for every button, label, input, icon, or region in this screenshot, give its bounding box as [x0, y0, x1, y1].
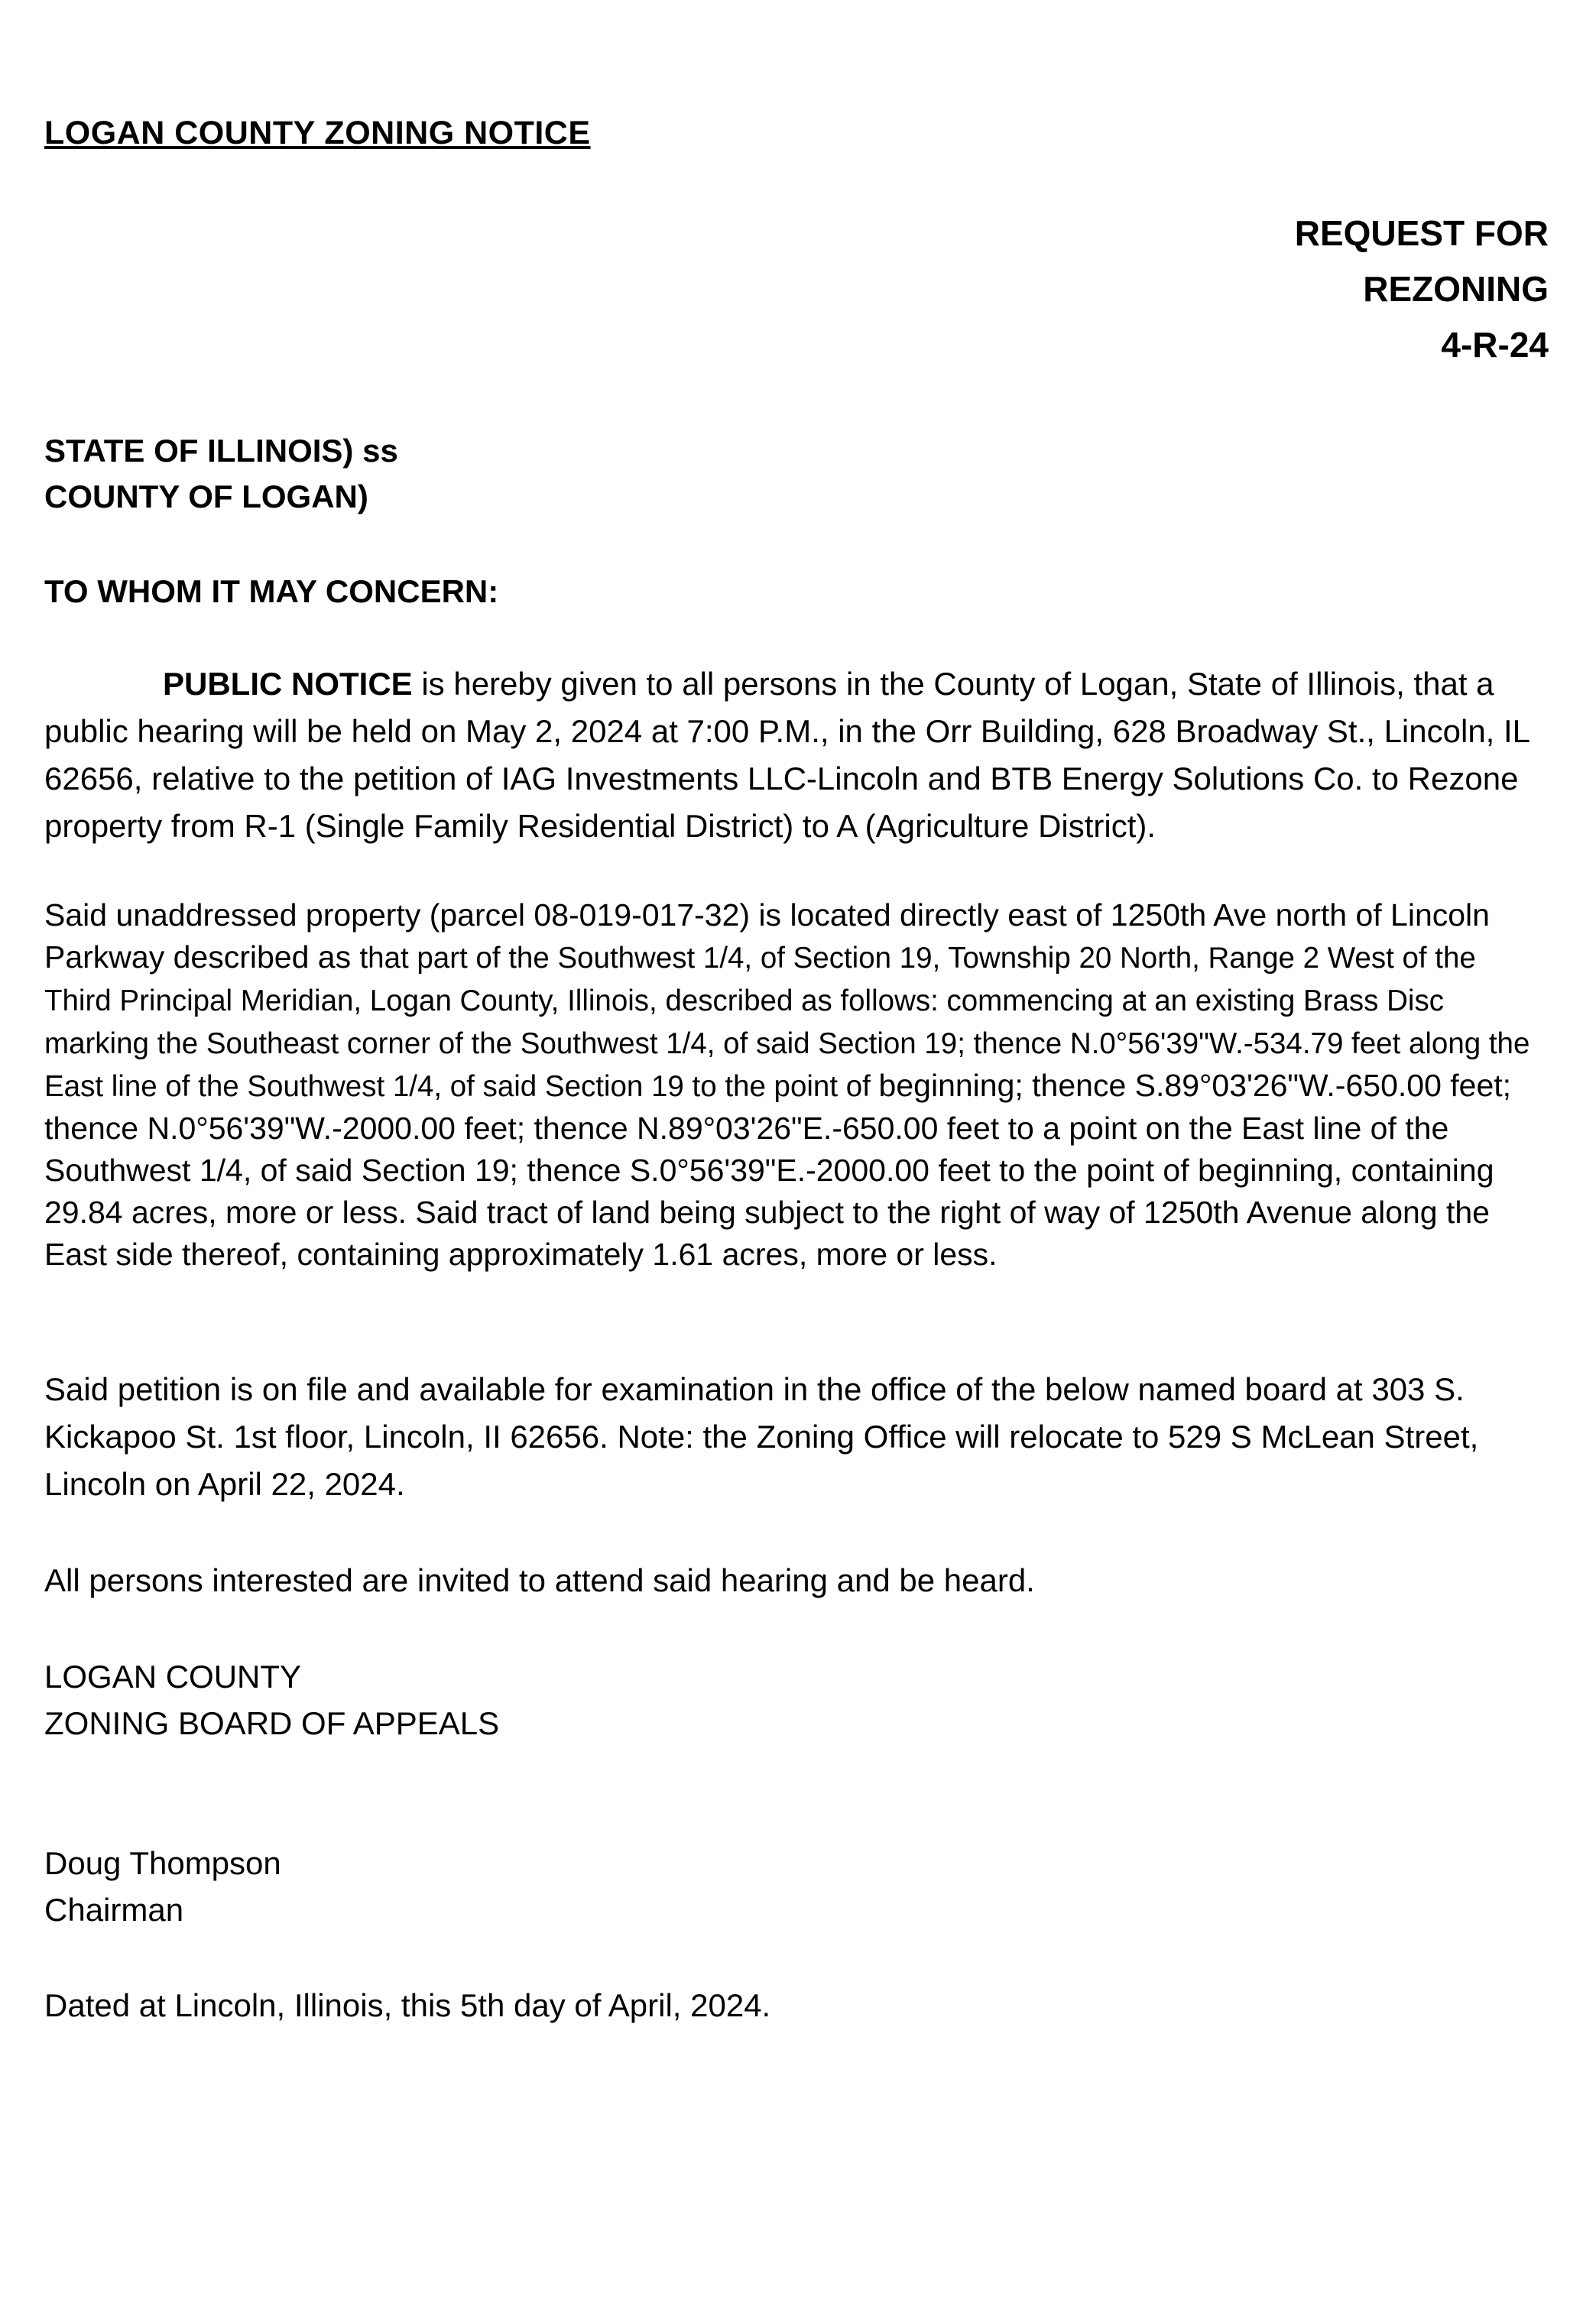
state-line: STATE OF ILLINOIS) ss — [44, 433, 398, 469]
invitation-paragraph: All persons interested are invited to attend said hearing and be heard. — [44, 1562, 1035, 1598]
county-line: COUNTY OF LOGAN) — [44, 478, 368, 514]
board-name-line-2: ZONING BOARD OF APPEALS — [44, 1705, 500, 1741]
request-case-number: 4-R-24 — [1441, 325, 1549, 365]
legal-description-segment-2: that part of the Southwest 1/4, of Section 19, Township 20 North, Range 2 West of the Third Principal Meridian, Logan County, Illinois, described as follows: commencing at an existing Brass Disc marking the Southeast corner of the Southwest 1/4, of said Section 19; thence N.0°56'39"W.-534.79 feet along the East line of the Southwest 1/4, of said Section 19 to the point of — [44, 942, 1530, 1103]
request-header-line-2: REZONING — [1363, 269, 1549, 309]
board-name-block — [44, 1653, 1549, 1747]
legal-description-segment-3: beginning; thence S.89°03'26"W.-650.00 feet; thence N.0°56'39"W.-2000.00 feet; thence N.89°03'26"E.-650.00 feet to a point on the East line of the Southwest 1/4, of said Section 19; thence S.0°56'39"E.-2000.00 feet to the point of beginning, containing 29.84 acres, more or less. Said tract of land being subject to the right of way of 1250th Avenue along the East side thereof, containing approximately 1.61 acres, more or less. — [44, 1068, 1512, 1272]
public-notice-lead: PUBLIC NOTICE — [163, 666, 413, 702]
public-notice-body: is hereby given to all persons in the County of Logan, State of Illinois, that a public hearing will be held on May 2, 2024 at 7:00 P.M., in the Orr Building, 628 Broadway St., Lincoln, IL 62656, relative to the petition of IAG Investments LLC-Lincoln and BTB Energy Solutions Co. to Rezone property from R-1 (Single Family Residential District) to A (Agriculture District). — [44, 666, 1530, 844]
signature-block — [44, 1840, 1549, 1933]
request-header — [44, 206, 1549, 373]
document-title: LOGAN COUNTY ZONING NOTICE — [44, 115, 591, 151]
petition-paragraph: Said petition is on file and available for examination in the office of the below named board at 303 S. Kickapoo St. 1st floor, Lincoln, II 62656. Note: the Zoning Office will relocate to 529 S McLean Street, Lincoln on April 22, 2024. — [44, 1371, 1479, 1502]
legal-description-paragraph — [44, 894, 1549, 1276]
public-notice-paragraph — [44, 660, 1549, 850]
signatory-name: Doug Thompson — [44, 1845, 281, 1881]
request-header-line-1: REQUEST FOR — [1294, 213, 1549, 253]
board-name-line-1: LOGAN COUNTY — [44, 1659, 302, 1695]
dated-line: Dated at Lincoln, Illinois, this 5th day of April, 2024. — [44, 1987, 771, 2023]
salutation: TO WHOM IT MAY CONCERN: — [44, 573, 499, 609]
legal-description-segment-1: Said unaddressed property (parcel 08-019-017-32) is located directly east of 1250th Ave north of Lincoln Parkway described as — [44, 897, 1490, 975]
signatory-title: Chairman — [44, 1892, 184, 1928]
jurisdiction-block — [44, 428, 1549, 520]
